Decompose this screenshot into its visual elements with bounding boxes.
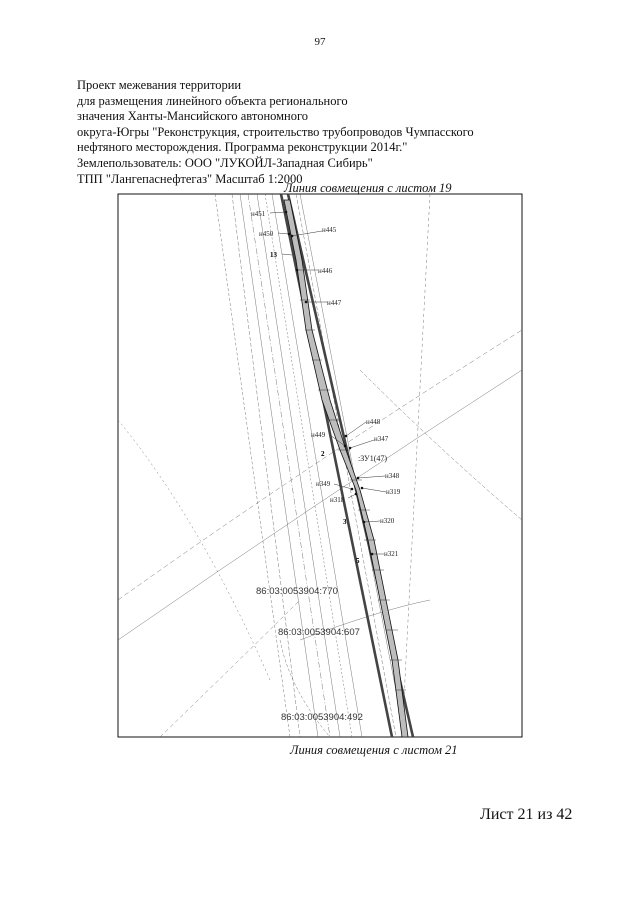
header-line: ТПП "Лангепаснефтегаз" Масштаб 1:2000 bbox=[77, 171, 303, 186]
header-line: значения Ханты-Мансийского автономного bbox=[77, 109, 309, 124]
point-label-n446: н446 bbox=[318, 267, 333, 275]
page-number: 97 bbox=[314, 36, 326, 48]
point-label-n450: н450 bbox=[259, 230, 274, 238]
point-label-n448: н448 bbox=[366, 418, 381, 426]
point-label-n319: н319 bbox=[386, 488, 401, 496]
point-label-13: 13 bbox=[270, 251, 277, 259]
point-label-n347: н347 bbox=[374, 435, 389, 443]
header-line: Проект межевания территории bbox=[77, 78, 242, 92]
map-frame bbox=[118, 194, 522, 737]
point-label-n321: н321 bbox=[384, 550, 399, 558]
point-label-n318: н318 bbox=[330, 496, 345, 504]
match-line-caption-bottom: Линия совмещения с листом 21 bbox=[290, 743, 458, 757]
match-line-caption-top: Линия совмещения с листом 19 bbox=[284, 181, 452, 195]
label-leaders bbox=[270, 212, 386, 554]
point-label-n348: н348 bbox=[385, 472, 400, 480]
point-label-2: 2 bbox=[321, 450, 325, 458]
header-line: нефтяного месторождения. Программа реконструкции 2014г." bbox=[77, 140, 408, 155]
point-label-5: 5 bbox=[356, 557, 360, 565]
parcel-label-zu1: :ЗУ1(47) bbox=[358, 454, 388, 463]
sheet-number: Лист 21 из 42 bbox=[480, 806, 573, 823]
point-label-3: 3 bbox=[343, 518, 347, 526]
point-label-n349: н349 bbox=[316, 480, 331, 488]
header-line: для размещения линейного объекта регионального bbox=[77, 93, 348, 108]
point-label-n449: н449 bbox=[311, 431, 326, 439]
background-lines bbox=[118, 194, 522, 737]
point-label-n447: н447 bbox=[327, 299, 342, 307]
cadastral-number: 86:03:0053904:770 bbox=[256, 586, 338, 597]
point-label-n451: н451 bbox=[251, 210, 266, 218]
cadastral-number: 86:03:0053904:607 bbox=[278, 627, 360, 638]
header-line: Землепользователь: ООО "ЛУКОЙЛ-Западная Сибирь" bbox=[77, 155, 373, 170]
point-label-n445: н445 bbox=[322, 226, 337, 234]
point-label-n320: н320 bbox=[380, 517, 395, 525]
cadastral-number: 86:03:0053904:492 bbox=[281, 712, 363, 723]
header-line: округа-Югры "Реконструкция, строительство трубопроводов Чумпасского bbox=[77, 124, 474, 139]
